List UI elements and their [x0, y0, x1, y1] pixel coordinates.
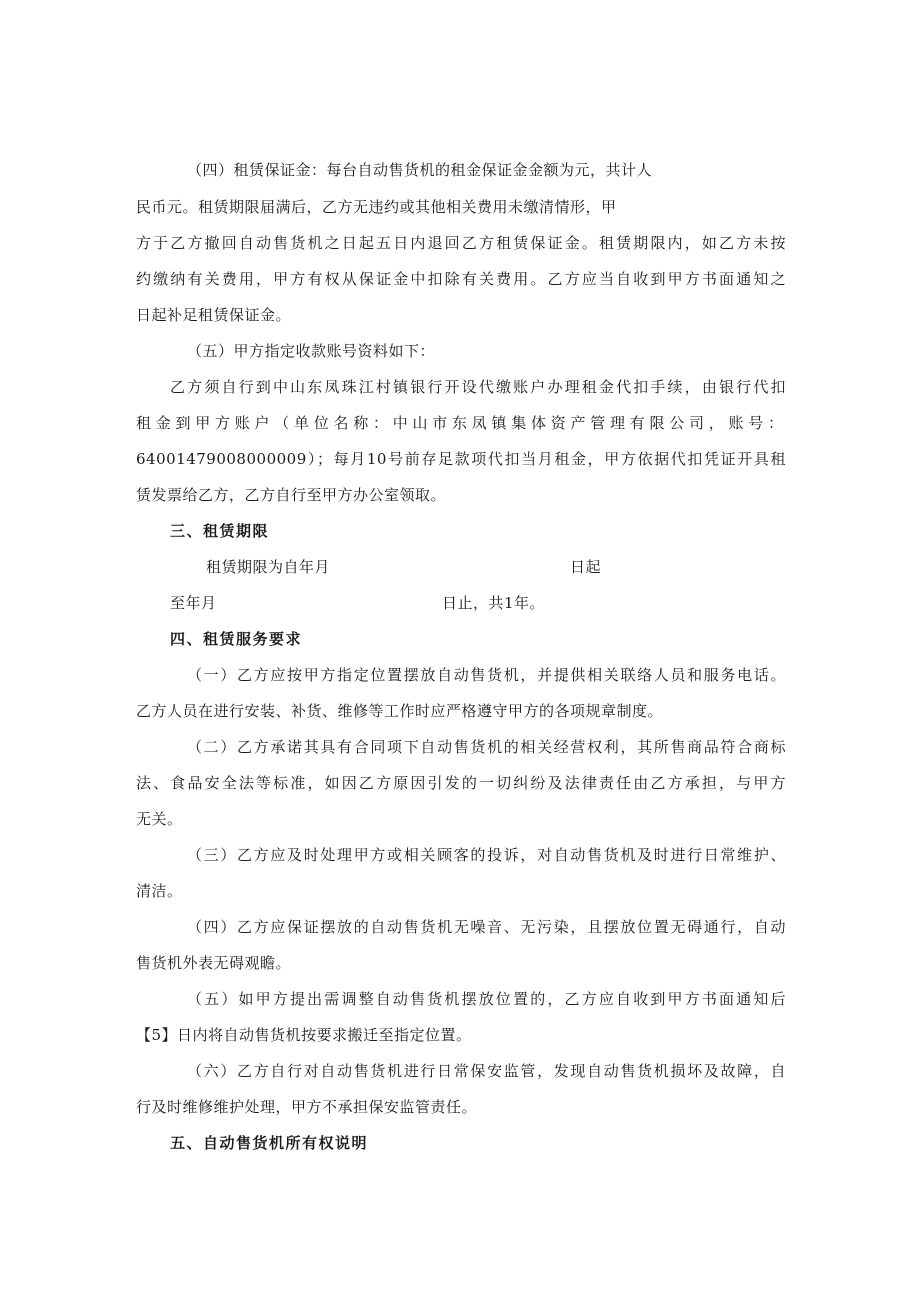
req-2-line2: 法、食品安全法等标准，如因乙方原因引发的一切纠纷及法律责任由乙方承担，与甲方	[136, 774, 786, 792]
para-deposit-line4: 约缴纳有关费用，甲方有权从保证金中扣除有关费用。乙方应当自收到甲方书面通知之	[136, 270, 786, 288]
req-1-line2: 乙方人员在进行安装、补货、维修等工作时应严格遵守甲方的各项规章制度。	[136, 702, 664, 720]
section-heading-ownership: 五、自动售货机所有权说明	[170, 1134, 369, 1152]
section-heading-service-requirements: 四、租赁服务要求	[170, 630, 303, 648]
para-deposit-line1: （四）租赁保证金：每台自动售货机的租金保证金金额为元，共计人	[187, 161, 653, 179]
req-2-line3: 无关。	[136, 810, 183, 828]
lease-term-end: 至年月	[170, 594, 217, 612]
lease-term-start: 租赁期限为自年月	[206, 558, 331, 576]
req-3-line1: （三）乙方应及时处理甲方或相关顾客的投诉，对自动售货机及时进行日常维护、	[187, 846, 786, 864]
req-2-line1: （二）乙方承诺其具有合同项下自动售货机的相关经营权利，其所售商品符合商标	[187, 738, 786, 756]
req-4-line2: 售货机外表无碍观瞻。	[136, 954, 292, 972]
req-5-line1: （五）如甲方提出需调整自动售货机摆放位置的，乙方应自收到甲方书面通知后	[187, 990, 786, 1008]
para-deposit-line5: 日起补足租赁保证金。	[136, 306, 292, 324]
req-1-line1: （一）乙方应按甲方指定位置摆放自动售货机，并提供相关联络人员和服务电话。	[187, 666, 786, 684]
para-account-line2: 租金到甲方账户（单位名称：中山市东凤镇集体资产管理有限公司，账号：	[136, 414, 786, 432]
para-account-heading: （五）甲方指定收款账号资料如下：	[187, 342, 436, 360]
para-account-line4: 赁发票给乙方，乙方自行至甲方办公室领取。	[136, 486, 447, 504]
req-6-line2: 行及时维修维护处理，甲方不承担保安监管责任。	[136, 1098, 478, 1116]
lease-term-end-day: 日止，共1年。	[442, 594, 546, 612]
req-4-line1: （四）乙方应保证摆放的自动售货机无噪音、无污染，且摆放位置无碍通行，自动	[187, 918, 786, 936]
section-heading-lease-term: 三、租赁期限	[170, 522, 270, 540]
req-5-line2: 【5】日内将自动售货机按要求搬迁至指定位置。	[136, 1026, 472, 1044]
lease-term-start-day: 日起	[570, 558, 602, 576]
para-deposit-line2: 民币元。租赁期限届满后，乙方无违约或其他相关费用未缴清情形，甲	[136, 198, 617, 216]
para-deposit-line3: 方于乙方撤回自动售货机之日起五日内退回乙方租赁保证金。租赁期限内，如乙方未按	[136, 234, 786, 252]
req-6-line1: （六）乙方自行对自动售货机进行日常保安监管，发现自动售货机损坏及故障，自	[187, 1062, 786, 1080]
req-3-line2: 清洁。	[136, 882, 183, 900]
para-account-line1: 乙方须自行到中山东凤珠江村镇银行开设代缴账户办理租金代扣手续，由银行代扣	[170, 378, 786, 396]
para-account-line3: 64001479008000009）；每月10号前存足款项代扣当月租金，甲方依据代扣凭证开具租	[136, 450, 786, 468]
